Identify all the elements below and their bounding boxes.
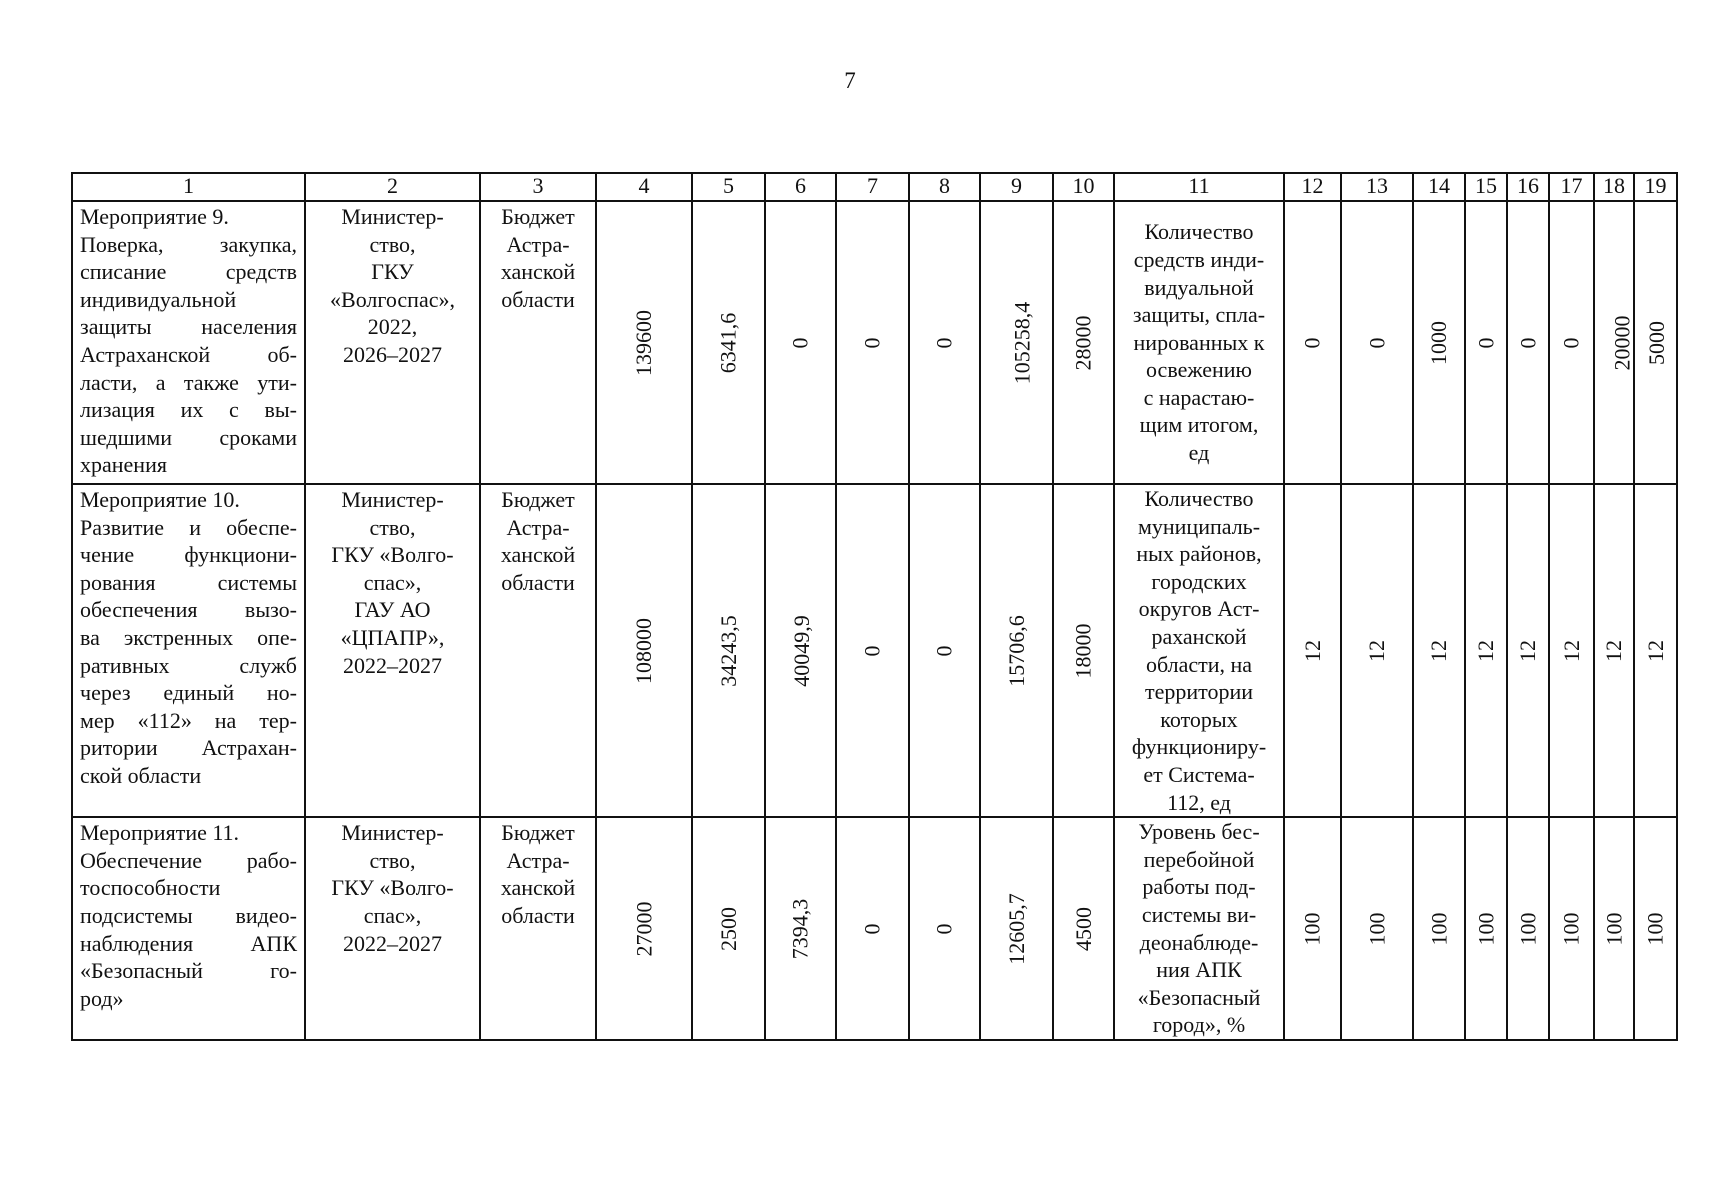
indicator-cell-line: функциониру- <box>1131 734 1267 760</box>
executor-cell-line: спас», <box>363 902 422 928</box>
executor-cell-line: 2022–2027 <box>343 930 442 956</box>
indicator-cell-line: Количество <box>1144 219 1254 245</box>
indicator-cell-line: щим итогом, <box>1139 412 1259 438</box>
target-value-cell <box>1341 201 1413 484</box>
indicator-cell-line: Уровень бес- <box>1138 819 1260 845</box>
funding-value-cell-value: 2500 <box>715 906 741 951</box>
funding-value-cell <box>980 201 1053 484</box>
funding-value-cell <box>909 817 980 1040</box>
target-value-cell <box>1594 484 1634 817</box>
activity-cell-line: «Безопасный го- <box>80 958 297 984</box>
activity-cell-line: лизация их с вы- <box>80 397 297 423</box>
funding-value-cell <box>1053 484 1114 817</box>
indicator-cell-line: ных районов, <box>1136 541 1262 567</box>
column-header-6: 6 <box>765 173 836 201</box>
executor-cell-line: ГАУ АО <box>354 597 431 623</box>
indicator-cell-line: раханской <box>1151 623 1247 649</box>
activity-cell-line: ской области <box>80 762 202 788</box>
activity-cell-line: защиты населения <box>80 314 297 340</box>
activity-cell-line: Развитие и обеспе- <box>80 514 297 540</box>
target-value-cell-value: 12 <box>1558 639 1584 662</box>
indicator-cell-line: ед <box>1188 440 1210 466</box>
funding-source-cell-line: Бюджет <box>501 487 575 512</box>
table-row <box>72 484 1677 817</box>
funding-source-cell-line: Бюджет <box>501 204 575 229</box>
funding-value-cell-value: 40049,9 <box>788 615 814 687</box>
target-value-cell <box>1634 484 1677 817</box>
column-header-8: 8 <box>909 173 980 201</box>
target-value-cell <box>1634 817 1677 1040</box>
page-number: 7 <box>844 68 856 93</box>
column-header-10: 10 <box>1053 173 1114 201</box>
activity-cell-line: списание средств <box>80 259 297 285</box>
indicator-cell-line: деонаблюде- <box>1139 929 1259 955</box>
target-value-cell-value: 100 <box>1473 912 1498 946</box>
target-value-cell-value: 100 <box>1642 912 1668 946</box>
target-value-cell-value: 5000 <box>1644 320 1669 365</box>
funding-source-cell-line: области <box>501 286 575 312</box>
target-value-cell <box>1507 817 1549 1040</box>
funding-source-cell-line: ханской <box>500 259 576 285</box>
funding-value-cell-value: 34243,5 <box>715 615 741 687</box>
funding-value-cell <box>692 817 765 1040</box>
target-value-cell <box>1413 817 1465 1040</box>
target-value-cell-value: 0 <box>1558 337 1584 349</box>
indicator-cell-line: системы ви- <box>1141 901 1257 927</box>
activity-cell-line: чение функциони- <box>80 542 297 568</box>
indicator-cell-line: нированных к <box>1133 329 1265 355</box>
indicator-cell-line: защиты, спла- <box>1132 302 1266 328</box>
indicator-cell <box>1114 201 1284 484</box>
funding-source-cell-line: области <box>501 569 575 595</box>
funding-value-cell <box>765 817 836 1040</box>
target-value-cell-value: 0 <box>1299 337 1325 349</box>
funding-value-cell-value: 0 <box>859 337 885 349</box>
column-header-9: 9 <box>980 173 1053 201</box>
funding-value-cell-value: 0 <box>787 337 813 349</box>
indicator-cell-line: муниципаль- <box>1137 513 1261 539</box>
indicator-cell <box>1114 484 1284 817</box>
funding-value-cell-value: 105258,4 <box>1009 301 1035 384</box>
funding-value-cell-value: 0 <box>931 645 957 657</box>
activity-cell-line: Мероприятие 10. <box>80 487 240 512</box>
executor-cell-line: «Волгоспас», <box>330 286 455 312</box>
activity-cell <box>72 201 305 484</box>
target-value-cell-value: 12 <box>1473 639 1498 662</box>
funding-value-cell <box>980 817 1053 1040</box>
column-header-11: 11 <box>1114 173 1284 201</box>
column-header-5: 5 <box>692 173 765 201</box>
executor-cell-line: 2026–2027 <box>343 341 442 367</box>
column-header-12: 12 <box>1284 173 1341 201</box>
target-value-cell <box>1549 817 1594 1040</box>
activity-cell-line: обеспечения вызо- <box>80 597 297 623</box>
target-value-cell-value: 12 <box>1601 639 1626 662</box>
funding-value-cell <box>1053 817 1114 1040</box>
executor-cell-line: 2022, <box>367 314 418 340</box>
executor-cell-line: ство, <box>369 231 416 257</box>
target-value-cell-value: 0 <box>1473 337 1498 349</box>
target-value-cell <box>1465 201 1507 484</box>
indicator-cell-line: город», % <box>1152 1012 1246 1038</box>
target-value-cell-value: 100 <box>1364 912 1389 946</box>
activity-cell-line: рования системы <box>80 569 297 595</box>
executor-cell <box>305 484 480 817</box>
funding-value-cell-value: 108000 <box>631 617 656 684</box>
activity-cell-line: род» <box>80 985 124 1011</box>
column-header-1: 1 <box>72 173 305 201</box>
activity-cell-line: Мероприятие 11. <box>80 820 240 846</box>
funding-value-cell-value: 0 <box>931 923 957 935</box>
funding-source-cell <box>480 201 596 484</box>
funding-value-cell <box>909 201 980 484</box>
funding-value-cell-value: 139600 <box>631 309 656 376</box>
target-value-cell <box>1634 201 1677 484</box>
column-header-15: 15 <box>1465 173 1507 201</box>
target-value-cell-value: 12 <box>1515 639 1540 662</box>
funding-source-cell-line: ханской <box>500 875 576 901</box>
column-header-16: 16 <box>1507 173 1549 201</box>
indicator-cell <box>1114 817 1284 1040</box>
indicator-cell-line: перебойной <box>1143 846 1255 872</box>
funding-value-cell <box>1053 201 1114 484</box>
indicator-cell-line: видуальной <box>1144 274 1254 300</box>
target-value-cell-value: 100 <box>1426 912 1451 946</box>
target-value-cell <box>1465 817 1507 1040</box>
funding-value-cell-value: 12605,7 <box>1003 892 1029 965</box>
funding-value-cell <box>596 817 692 1040</box>
target-value-cell-value: 100 <box>1558 912 1584 946</box>
activity-cell <box>72 817 305 1040</box>
activity-cell-line: ративных служб <box>80 652 297 678</box>
activity-cell-line: наблюдения АПК <box>80 930 297 956</box>
target-value-cell <box>1413 201 1465 484</box>
target-value-cell-value: 1000 <box>1426 320 1451 365</box>
column-header-4: 4 <box>596 173 692 201</box>
funding-value-cell <box>692 484 765 817</box>
funding-source-cell <box>480 484 596 817</box>
target-value-cell <box>1594 201 1634 484</box>
funding-value-cell <box>596 484 692 817</box>
indicator-cell-line: средств инди- <box>1133 246 1265 272</box>
target-value-cell <box>1341 817 1413 1040</box>
funding-source-cell-line: ханской <box>500 542 576 568</box>
column-header-17: 17 <box>1549 173 1594 201</box>
activity-cell-line: подсистемы видео- <box>80 902 297 928</box>
activity-cell-line: ласти, а также ути- <box>80 369 297 395</box>
indicator-cell-line: ния АПК <box>1156 957 1242 983</box>
target-value-cell <box>1594 817 1634 1040</box>
funding-source-cell-line: Астра- <box>506 847 570 873</box>
activity-cell-line: Астраханской об- <box>80 341 297 367</box>
indicator-cell-line: 112, ед <box>1167 789 1231 815</box>
column-header-2: 2 <box>305 173 480 201</box>
indicator-cell-line: территории <box>1144 679 1254 705</box>
executor-cell-line: Министер- <box>341 204 444 229</box>
target-value-cell-value: 0 <box>1515 337 1540 349</box>
funding-value-cell <box>692 201 765 484</box>
funding-source-cell <box>480 817 596 1040</box>
funding-value-cell <box>909 484 980 817</box>
indicator-cell-line: «Безопасный <box>1137 984 1261 1010</box>
funding-value-cell-value: 4500 <box>1070 906 1096 951</box>
indicator-cell-line: области, на <box>1145 651 1253 677</box>
indicator-cell-line: городских <box>1151 568 1247 594</box>
target-value-cell <box>1284 201 1341 484</box>
target-value-cell <box>1284 817 1341 1040</box>
indicator-cell-line: освежению <box>1146 357 1252 383</box>
activity-cell-line: Обеспечение рабо- <box>80 847 297 873</box>
activity-cell-line: мер «112» на тер- <box>80 707 297 733</box>
executor-cell-line: спас», <box>363 569 422 595</box>
activity-cell-line: ритории Астрахан- <box>80 735 297 761</box>
executor-cell-line: ГКУ <box>371 259 414 285</box>
program-table <box>71 172 1678 1041</box>
target-value-cell <box>1549 201 1594 484</box>
indicator-cell-line: округов Аст- <box>1138 596 1260 622</box>
indicator-cell-line: с нарастаю- <box>1143 384 1255 410</box>
target-value-cell <box>1465 484 1507 817</box>
executor-cell-line: «ЦПАПР», <box>340 624 445 650</box>
column-header-7: 7 <box>836 173 909 201</box>
target-value-cell <box>1507 201 1549 484</box>
funding-value-cell <box>765 484 836 817</box>
executor-cell-line: 2022–2027 <box>343 652 442 678</box>
executor-cell-line: ство, <box>369 514 416 540</box>
executor-cell-line: ство, <box>369 847 416 873</box>
executor-cell-line: ГКУ «Волго- <box>331 542 454 568</box>
target-value-cell <box>1341 484 1413 817</box>
funding-value-cell-value: 7394,3 <box>787 898 813 959</box>
funding-value-cell <box>836 817 909 1040</box>
executor-cell-line: Министер- <box>341 487 444 512</box>
activity-cell-line: индивидуальной <box>80 286 237 312</box>
executor-cell <box>305 817 480 1040</box>
column-header-3: 3 <box>480 173 596 201</box>
funding-value-cell-value: 27000 <box>631 901 656 957</box>
table-row <box>72 201 1677 484</box>
funding-source-cell-line: области <box>501 902 575 928</box>
indicator-cell-line: Количество <box>1144 486 1254 511</box>
funding-value-cell-value: 15706,6 <box>1003 615 1029 687</box>
target-value-cell <box>1549 484 1594 817</box>
header-row <box>72 173 1677 201</box>
table-row <box>72 817 1677 1040</box>
funding-value-cell-value: 0 <box>931 337 957 349</box>
funding-value-cell <box>980 484 1053 817</box>
indicator-cell-line: которых <box>1160 706 1238 732</box>
activity-cell-line: через единый но- <box>80 680 297 706</box>
activity-cell-line: Поверка, закупка, <box>80 231 297 257</box>
funding-value-cell-value: 28000 <box>1070 315 1096 371</box>
indicator-cell-line: ет Система- <box>1143 761 1255 787</box>
activity-cell-line: шедшими сроками <box>80 424 297 450</box>
funding-source-cell-line: Астра- <box>506 231 570 257</box>
target-value-cell-value: 100 <box>1299 912 1325 946</box>
target-value-cell-value: 0 <box>1364 337 1389 349</box>
column-header-14: 14 <box>1413 173 1465 201</box>
funding-value-cell-value: 6341,6 <box>715 312 741 373</box>
activity-cell-line: хранения <box>80 452 167 478</box>
target-value-cell-value: 20000 <box>1609 315 1635 371</box>
target-value-cell-value: 12 <box>1364 639 1389 662</box>
target-value-cell-value: 12 <box>1426 639 1451 662</box>
column-header-19: 19 <box>1634 173 1677 201</box>
funding-value-cell-value: 0 <box>859 645 885 657</box>
target-value-cell-value: 12 <box>1642 639 1668 662</box>
activity-cell <box>72 484 305 817</box>
activity-cell-line: Мероприятие 9. <box>80 204 229 229</box>
funding-value-cell <box>596 201 692 484</box>
funding-value-cell <box>836 484 909 817</box>
activity-cell-line: тоспособности <box>80 875 221 901</box>
executor-cell <box>305 201 480 484</box>
target-value-cell <box>1413 484 1465 817</box>
activity-cell-line: ва экстренных опе- <box>80 624 297 650</box>
indicator-cell-line: работы под- <box>1142 874 1256 900</box>
target-value-cell <box>1507 484 1549 817</box>
target-value-cell-value: 12 <box>1299 639 1325 662</box>
funding-source-cell-line: Астра- <box>506 514 570 540</box>
funding-value-cell-value: 18000 <box>1070 623 1096 679</box>
funding-value-cell-value: 0 <box>859 923 885 935</box>
column-header-13: 13 <box>1341 173 1413 201</box>
column-header-18: 18 <box>1594 173 1634 201</box>
funding-source-cell-line: Бюджет <box>501 820 575 846</box>
target-value-cell-value: 100 <box>1601 912 1626 946</box>
executor-cell-line: Министер- <box>341 820 444 846</box>
target-value-cell <box>1284 484 1341 817</box>
funding-value-cell <box>765 201 836 484</box>
funding-value-cell <box>836 201 909 484</box>
target-value-cell-value: 100 <box>1515 912 1540 946</box>
executor-cell-line: ГКУ «Волго- <box>331 875 454 901</box>
